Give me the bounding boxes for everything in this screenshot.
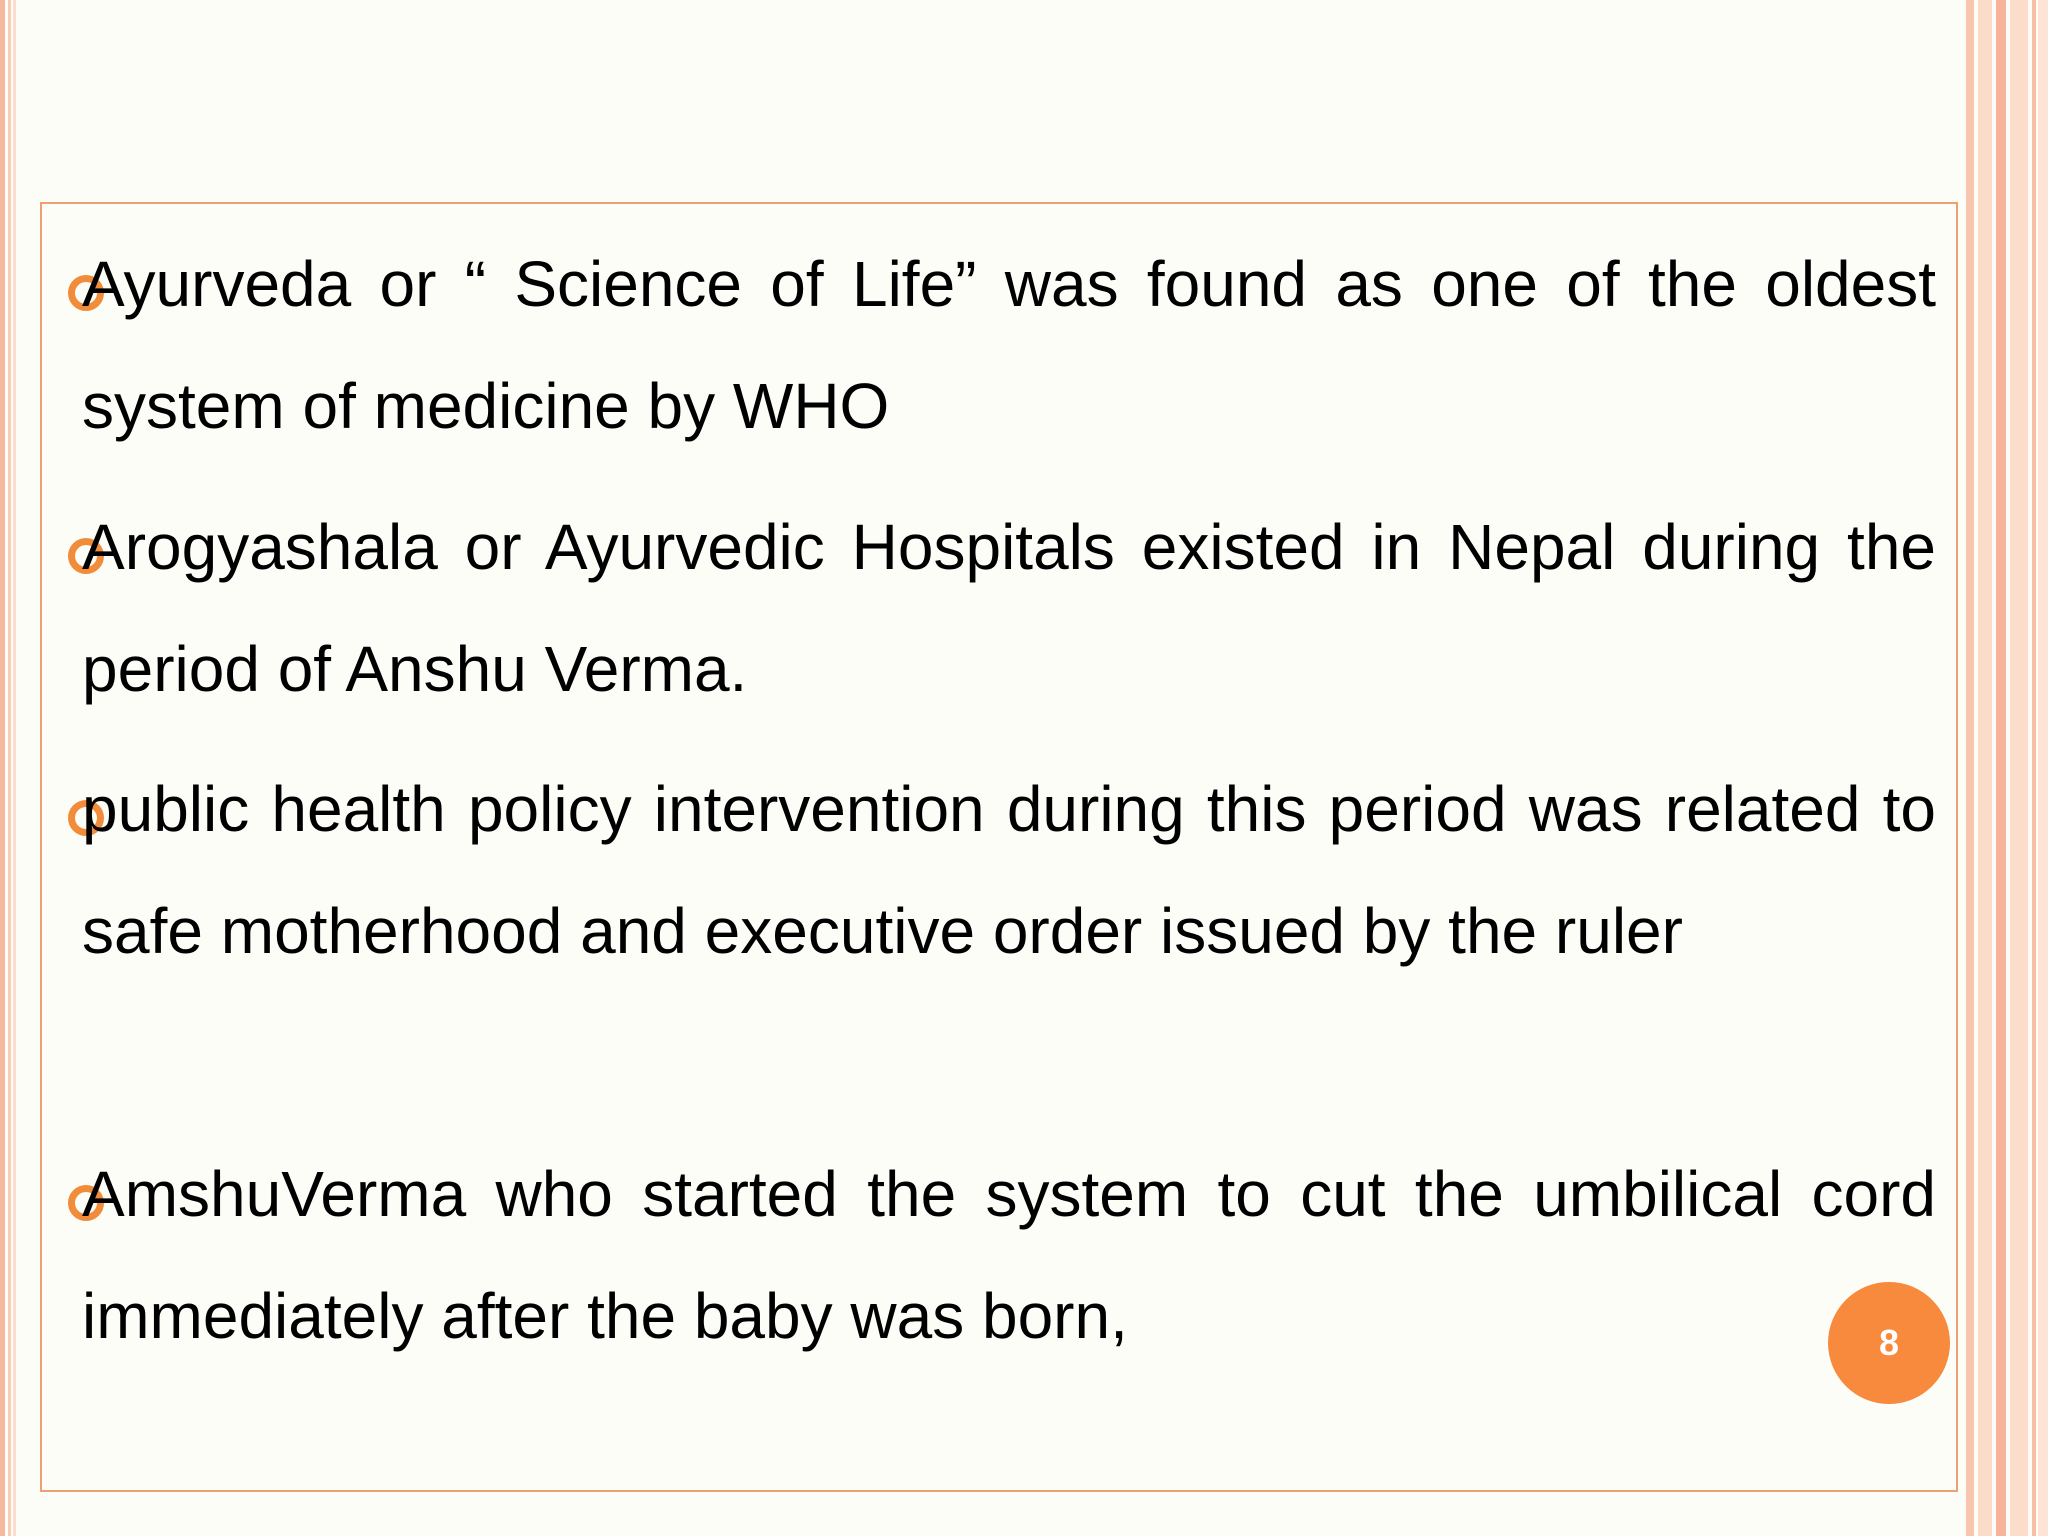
bullet-text: Ayurveda or “ Science of Life” was found as one of the oldest system of medicine by WHO (82, 248, 1936, 442)
right-decorative-stripes (1966, 0, 2048, 1536)
bullet-text: Arogyashala or Ayurvedic Hospitals existed in Nepal during the period of Anshu Verma. (82, 511, 1936, 705)
bullet-text: AmshuVerma who started the system to cut the umbilical cord immediately after the baby was born, (82, 1158, 1936, 1352)
page-number-badge: 8 (1828, 1282, 1950, 1404)
left-decorative-stripes (0, 0, 20, 1536)
bullet-text: public health policy intervention during this period was related to safe motherhood and executive order issued by the ruler (82, 773, 1936, 967)
